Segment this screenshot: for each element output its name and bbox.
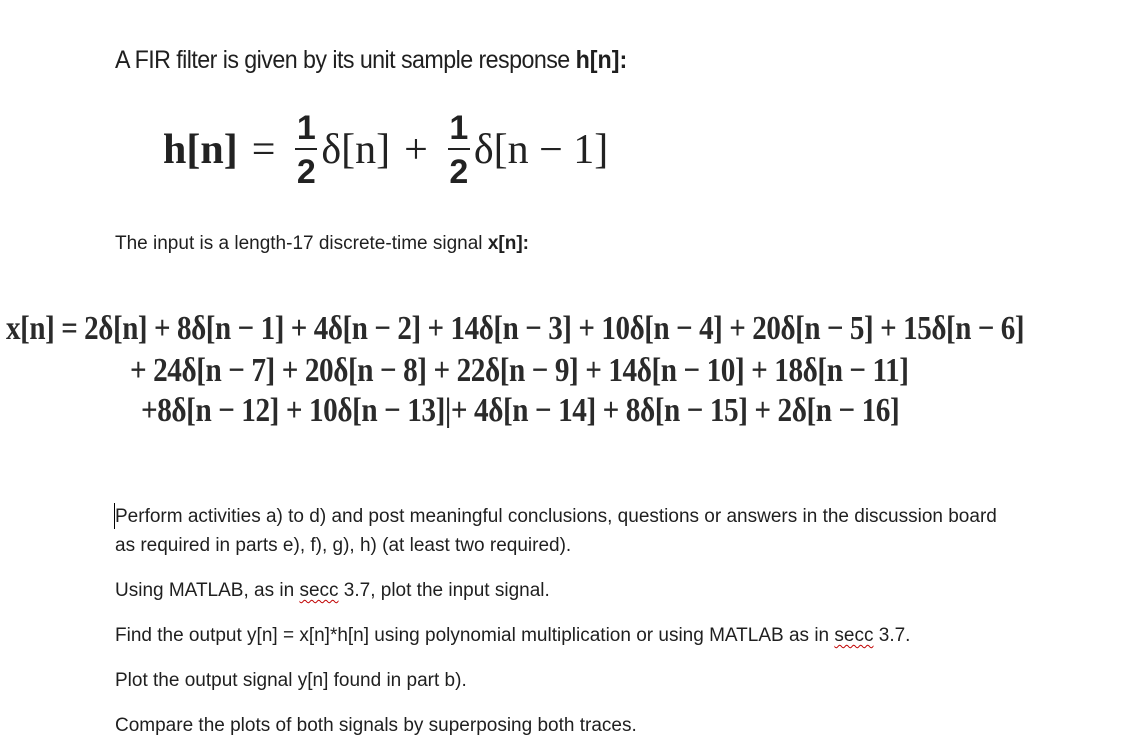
x-equation-line-3: +8δ[n − 12] + 10δ[n − 13]|+ 4δ[n − 14] + 8δ[n − 15] + 2δ[n − 16] [141, 392, 900, 429]
h-term-1: δ[n] [321, 127, 391, 173]
fraction-bar [448, 148, 470, 150]
intro-paragraph: Perform activities a) to d) and post meaningful conclusions, questions or answers in the discussion board as required in parts e), f), g), h) (at least two required). [115, 506, 997, 556]
activity-a-before: Using MATLAB, as in [115, 580, 300, 601]
title-bold: h[n]: [575, 46, 628, 74]
activity-b-after: 3.7. [873, 625, 911, 646]
x-equation-line-2: + 24δ[n − 7] + 20δ[n − 8] + 22δ[n − 9] + 14δ[n − 10] + 18δ[n − 11] [130, 352, 909, 389]
activity-a [115, 576, 550, 605]
h-term-2: δ[n − 1] [473, 127, 609, 173]
h-fraction-2 [448, 109, 470, 191]
activity-d: Compare the plots of both signals by superposing both traces. [115, 715, 637, 736]
h-equals: = [251, 127, 276, 173]
input-text: The input is a length-17 discrete-time signal [115, 233, 488, 254]
x-equation-line-1: x[n] = 2δ[n] + 8δ[n − 1] + 4δ[n − 2] + 14δ[n − 3] + 10δ[n − 4] + 20δ[n − 5] + 15δ[n − 6] [6, 310, 1025, 347]
h-fraction-1 [295, 109, 317, 191]
activity-a-after: 3.7, plot the input signal. [338, 580, 550, 601]
title-text: A FIR filter is given by its unit sample response [115, 46, 576, 74]
activity-b [115, 621, 910, 650]
spelling-flag[interactable]: secc [834, 625, 874, 646]
problem-title [115, 46, 627, 75]
h-lhs: h[n] [163, 127, 238, 173]
h-numerator-1: 1 [296, 109, 316, 147]
input-bold: x[n]: [487, 233, 529, 254]
h-denominator-1: 2 [296, 153, 316, 191]
h-plus: + [404, 127, 428, 173]
h-numerator-2: 1 [449, 109, 469, 147]
fraction-bar [295, 148, 317, 150]
activity-c: Plot the output signal y[n] found in part b). [115, 670, 467, 691]
activity-b-before: Find the output y[n] = x[n]*h[n] using polynomial multiplication or using MATLAB as in [115, 625, 835, 646]
h-equation [163, 100, 608, 200]
input-description [115, 233, 529, 255]
h-denominator-2: 2 [449, 153, 469, 191]
spelling-flag[interactable]: secc [299, 580, 339, 601]
